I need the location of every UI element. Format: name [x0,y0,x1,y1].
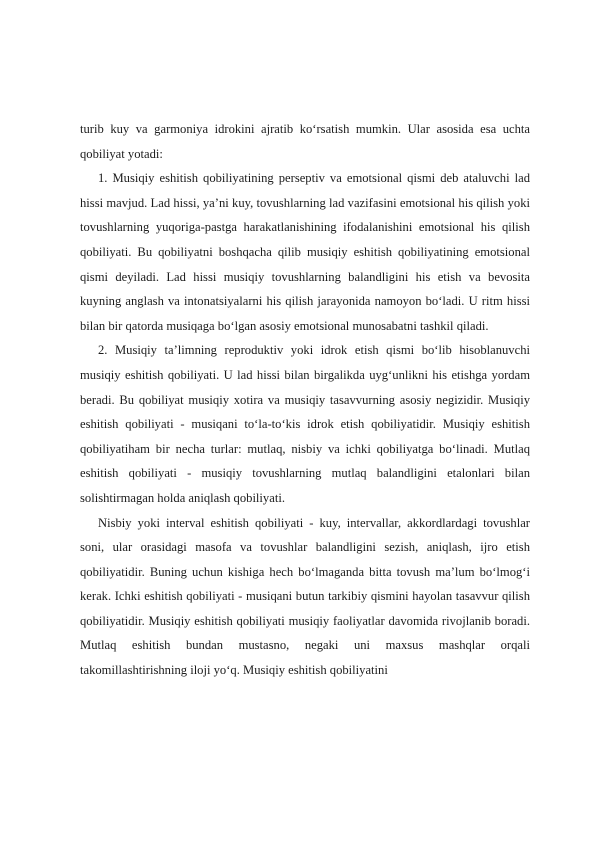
paragraph-continuation: turib kuy va garmoniya idrokini ajratib ko‘rsatish mumkin. Ular asosida esa uchta qobiliyat yotadi: [80,122,530,161]
paragraph-musiqiy-eshitish: 2. Musiqiy ta’limning reproduktiv yoki idrok etish qismi bo‘lib hisoblanuvchi musiqiy eshitish qobiliyati. U lad hissi bilan birgalikda uyg‘unlikni his etishga yordam beradi. Bu qobiliyat musiqiy xotira va musiqiy tasavvurning asosiy negizidir. Musiqiy eshitish qobiliyati - musiqani to‘la-to‘kis idrok etish qobiliyatidir. Musiqiy eshitish qobiliyatiham bir necha turlar: mutlaq, nisbiy va ichki qobiliyatga bo‘linadi. Mutlaq eshitish qobiliyati - musiqiy tovushlarning mutlaq balandligini etalonlari bilan solishtirmagan holda aniqlash qobiliyati. [80,343,530,505]
paragraph-nisbiy-eshitish: Nisbiy yoki interval eshitish qobiliyati - kuy, intervallar, akkordlardagi tovushlar soni, ular orasidagi masofa va tovushlar balandligini sezish, aniqlash, ijro etish qobiliyatidir. Buning uchun kishiga hech bo‘lmaganda bitta tovush ma’lum bo‘lmog‘i kerak. Ichki eshitish qobiliyati - musiqani butun tarkibiy qismini hayolan tasavvur qilish qobiliyatidir. Musiqiy eshitish qobiliyati musiqiy faoliyatlar davomida rivojlanib boradi. Mutlaq eshitish bundan mustasno, negaki uni maxsus mashqlar orqali takomillashtirishning iloji yo‘q. Musiqiy eshitish qobiliyatini [80,515,530,678]
paragraph-lad-hissi: 1. Musiqiy eshitish qobiliyatining perseptiv va emotsional qismi deb ataluvchi lad hissi mavjud. Lad hissi, ya’ni kuy, tovushlarning lad vazifasini emotsional his qilish yoki tovushlarning yuqoriga-pastga harakatlanishining ifodalanishini emotsional his qilish qobiliyati. Bu qobiliyatni boshqacha qilib musiqiy eshitish qobiliyatining emotsional qismi deyiladi. Lad hissi musiqiy tovushlarning balandligini his etish va bevosita kuyning anglash va intonatsiyalarni his qilish jarayonida namoyon bo‘ladi. U ritm hissi bilan bir qatorda musiqaga bo‘lgan asosiy emotsional munosabatni tashkil qiladi. [80,171,530,333]
document-page [80,117,530,683]
